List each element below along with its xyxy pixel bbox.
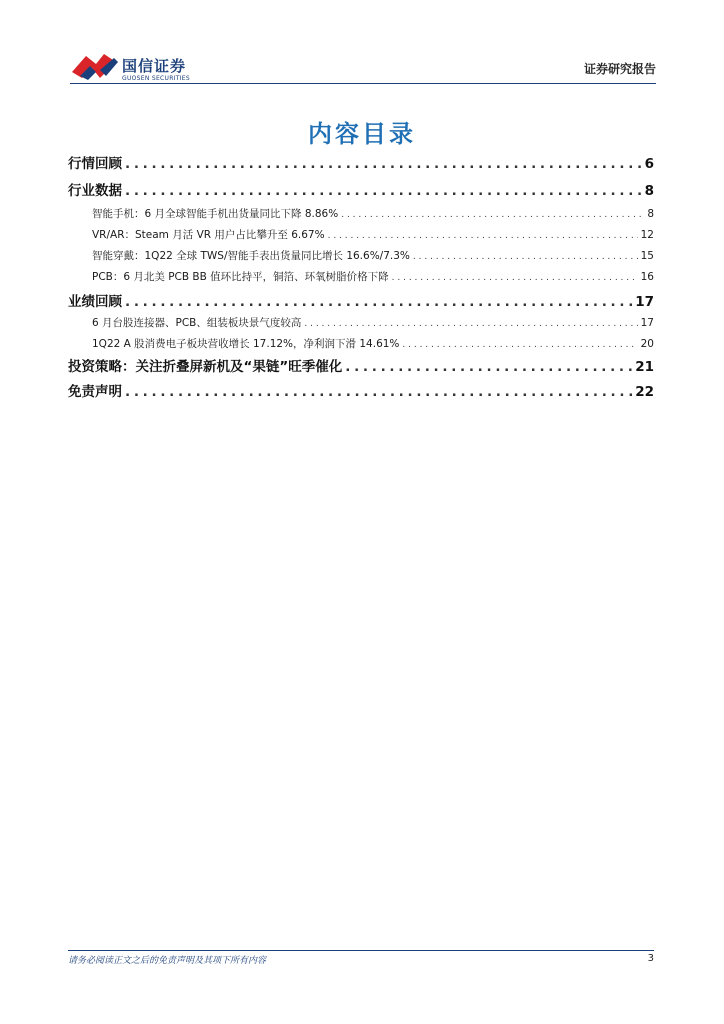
toc-leader-dots bbox=[125, 156, 642, 172]
guosen-logo-mark-icon bbox=[70, 50, 120, 82]
toc-leader-dots bbox=[345, 359, 632, 375]
toc-entry-title: 行业数据 bbox=[68, 183, 122, 199]
toc-subentry[interactable] bbox=[68, 227, 654, 242]
toc-subentry-page: 16 bbox=[640, 271, 654, 283]
page-number: 3 bbox=[647, 953, 654, 964]
logo-chinese-text: 国信证券 bbox=[122, 57, 187, 75]
disclaimer-note: 请务必阅读正文之后的免责声明及其项下所有内容 bbox=[68, 956, 267, 966]
toc-entry[interactable] bbox=[68, 380, 654, 400]
toc-subentry[interactable] bbox=[68, 248, 654, 263]
toc-leader-dots bbox=[328, 231, 638, 241]
toc-subentry[interactable] bbox=[68, 315, 654, 330]
toc-subentry[interactable] bbox=[68, 206, 654, 221]
header-divider bbox=[70, 83, 656, 84]
toc-leader-dots bbox=[304, 319, 637, 329]
report-type-label: 证券研究报告 bbox=[583, 62, 656, 76]
toc-subentry-title: VR/AR：Steam 月活 VR 用户占比攀升至 6.67% bbox=[92, 229, 325, 241]
toc-subentry-title: 智能穿戴：1Q22 全球 TWS/智能手表出货量同比增长 16.6%/7.3% bbox=[92, 250, 410, 262]
toc-subentry-page: 17 bbox=[640, 317, 654, 329]
toc-subentry-title: 智能手机：6 月全球智能手机出货量同比下降 8.86% bbox=[92, 208, 339, 220]
toc-subentry-title: 6 月台股连接器、PCB、组装板块景气度较高 bbox=[92, 317, 302, 329]
toc-subentry-page: 8 bbox=[647, 208, 654, 220]
toc-subentry-page: 12 bbox=[640, 229, 654, 241]
toc-leader-dots bbox=[413, 252, 638, 262]
footer-divider bbox=[68, 950, 654, 951]
logo-english-text: GUOSEN SECURITIES bbox=[122, 75, 191, 82]
toc-entry[interactable] bbox=[68, 179, 654, 199]
toc-leader-dots bbox=[392, 273, 638, 283]
toc-leader-dots bbox=[125, 384, 632, 400]
toc-entry-page: 8 bbox=[644, 183, 654, 199]
toc-entry-page: 6 bbox=[644, 156, 654, 172]
toc-subentry-page: 20 bbox=[640, 338, 654, 350]
toc-leader-dots bbox=[402, 340, 637, 350]
toc-leader-dots bbox=[341, 210, 644, 220]
toc-leader-dots bbox=[125, 183, 642, 199]
toc-entry[interactable] bbox=[68, 355, 654, 375]
toc-leader-dots bbox=[125, 294, 632, 310]
toc-subentry-page: 15 bbox=[640, 250, 654, 262]
toc-subentry[interactable] bbox=[68, 336, 654, 351]
toc-entry-title: 免责声明 bbox=[68, 384, 122, 400]
toc-subentry-title: 1Q22 A 股消费电子板块营收增长 17.12%，净利润下滑 14.61% bbox=[92, 338, 400, 350]
toc-entry-page: 21 bbox=[635, 359, 654, 375]
toc-entry-title: 投资策略：关注折叠屏新机及“果链”旺季催化 bbox=[68, 359, 343, 375]
toc-entry-title: 业绩回顾 bbox=[68, 294, 122, 310]
toc-entry[interactable] bbox=[68, 152, 654, 172]
page-header bbox=[70, 50, 656, 86]
toc-subentry[interactable] bbox=[68, 269, 654, 284]
toc-entry[interactable] bbox=[68, 290, 654, 310]
toc-subentry-title: PCB：6 月北美 PCB BB 值环比持平，铜箔、环氧树脂价格下降 bbox=[92, 271, 389, 283]
guosen-logo bbox=[70, 50, 230, 84]
toc-title: 内容目录 bbox=[308, 120, 416, 148]
toc-entry-page: 22 bbox=[635, 384, 654, 400]
toc-entry-title: 行情回顾 bbox=[68, 156, 122, 172]
toc-entry-page: 17 bbox=[635, 294, 654, 310]
